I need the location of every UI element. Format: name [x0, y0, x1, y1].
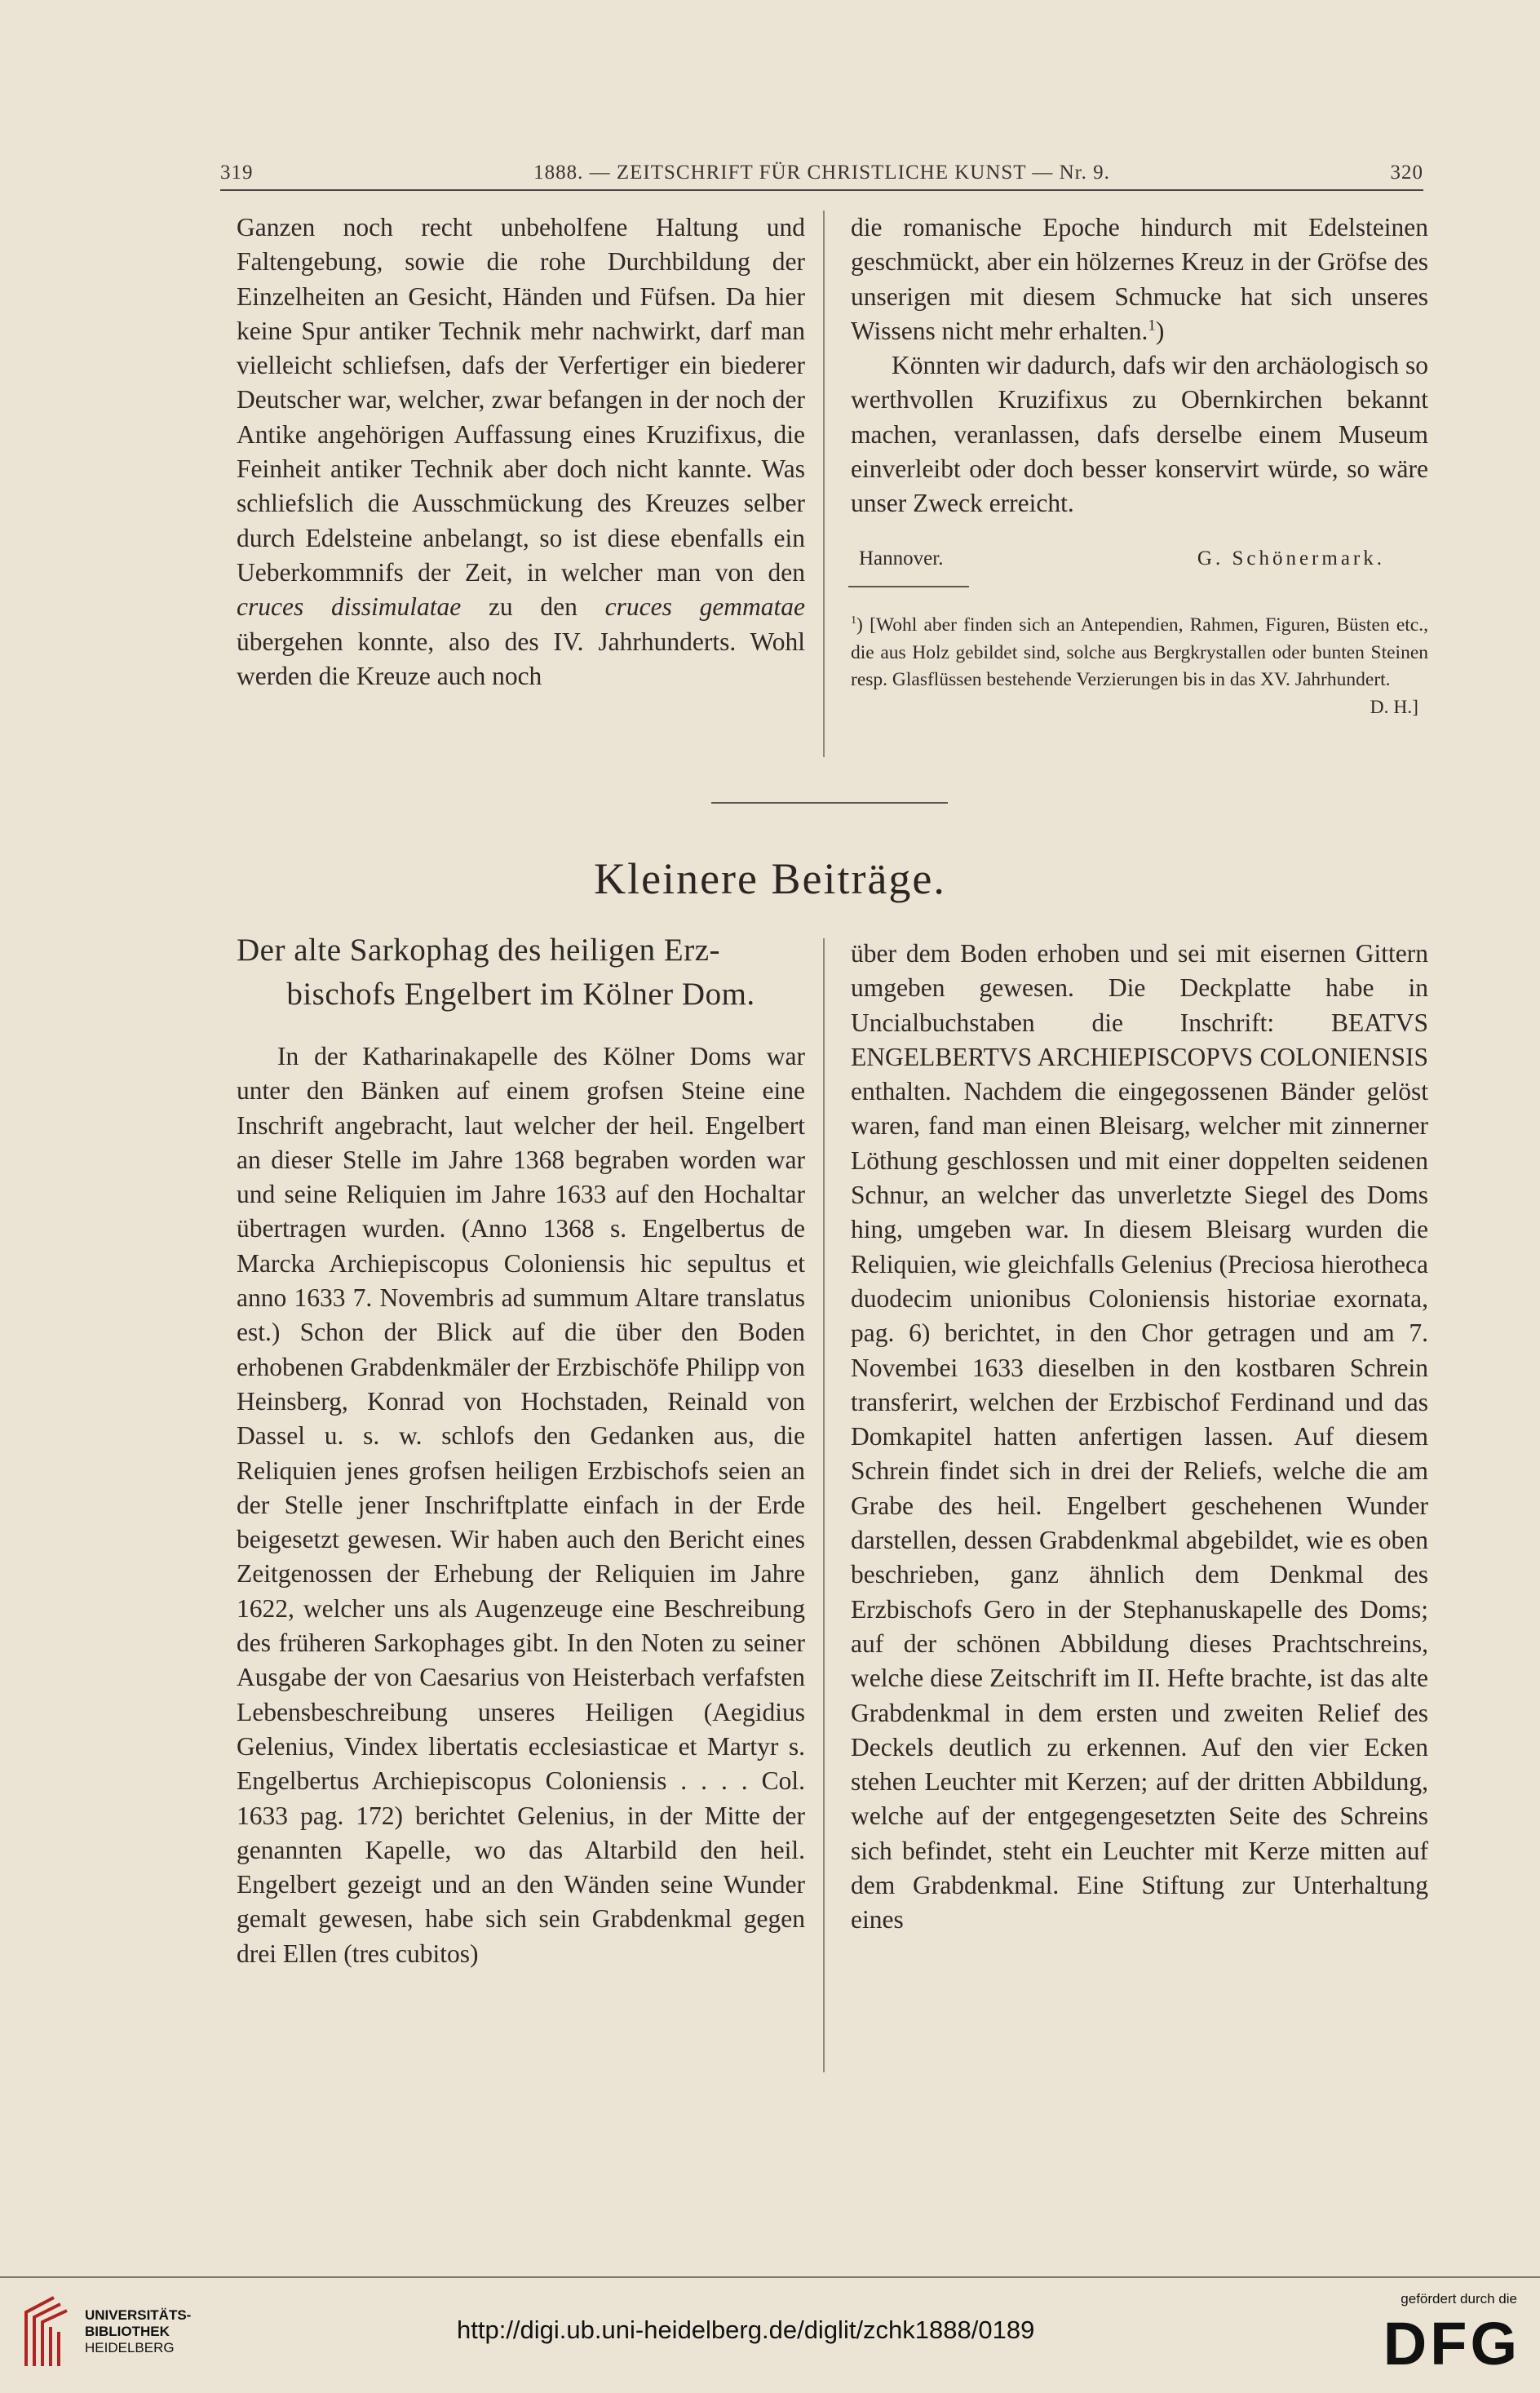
section-title: Kleinere Beiträge. [594, 854, 946, 903]
top-right-column [851, 210, 1428, 521]
header-rule [220, 189, 1423, 191]
signature-place: Hannover. [859, 547, 944, 569]
article-left-column [237, 1039, 805, 1971]
dfg-logo: DFG [1383, 2310, 1520, 2377]
italic-term: cruces gemmatae [604, 592, 806, 622]
column-divider [823, 938, 825, 2072]
paragraph: Könnten wir dadurch, dafs wir den archäologisch so werthvollen Kruzifixus zu Obernkirchen bekannt machen, veranlassen, dafs derselbe einem Museum einverleibt oder doch besser konservirt würde, so wäre unser Zweck erreicht. [851, 351, 1428, 518]
page-number-right: 320 [1390, 162, 1423, 184]
footer-rule [0, 2276, 1540, 2278]
paragraph: die romanische Epoche hindurch mit Edelsteinen geschmückt, aber ein hölzernes Kreuz in der Gröfse des unserigen mit diesem Schmucke hat sich unseres Wissens nicht mehr erhalten.$^1$) [851, 213, 1428, 345]
footnote-ref: 1 [1148, 317, 1156, 335]
column-divider [823, 210, 825, 757]
library-logo-icon [18, 2294, 69, 2368]
funded-by-label: gefördert durch die [1401, 2291, 1517, 2307]
paragraph: In der Katharinakapelle des Kölner Doms war unter den Bänken auf einem grofsen Steine eine Inschrift angebracht, laut welcher der heil. Engelbert an dieser Stelle im Jahre 1368 begraben worden war und seine Reliquien im Jahre 1633 auf den Hochaltar übertragen wurden. (Anno 1368 s. Engelbertus de Marcka Archiepiscopus Coloniensis hic sepultus et anno 1633 7. Novembris ad summum Altare translatus est.) Schon der Blick auf die über den Boden erhobenen Grabdenkmäler der Erzbischöfe Philipp von Heinsberg, Konrad von Hochstaden, Reinald von Dassel u. s. w. schlofs den Gedanken aus, die Reliquien jenes grofsen heiligen Erzbischofs seien an der Stelle jener Inschriftplatte einfach in der Erde beigesetzt gewesen. Wir haben auch den Bericht eines Zeitgenossen der Erhebung der Reliquien im Jahre 1622, welcher uns als Augenzeuge eine Beschreibung des früheren Sarkophages gibt. In den Noten zu seiner Ausgabe der von Caesarius von Heisterbach verfafsten Lebensbeschreibung unseres Heiligen (Aegidius Gelenius, Vindex libertatis ecclesiasticae et Martyr s. Engelbertus Archiepiscopus Coloniensis . . . . Col. 1633 pag. 172) berichtet Gelenius, in der Mitte der genannten Kapelle, wo das Altarbild den heil. Engelbert gezeigt und an den Wänden seine Wunder gemalt gewesen, habe sich sein Grabdenkmal gegen drei Ellen (tres cubitos) [237, 1042, 805, 1968]
article-title: Der alte Sarkophag des heiligen Erz- bischofs Engelbert im Kölner Dom. [237, 933, 755, 1012]
top-left-column [237, 210, 805, 694]
footnote: $^1$) [Wohl aber finden sich an Antependien, Rahmen, Figuren, Büsten etc., die aus Holz gebildet sind, solche aus Bergkrystallen oder bunten Steinen resp. Glasflüssen bestehende Verzierungen bis in das XV. Jahrhundert. D. H.] [851, 612, 1428, 721]
footnote-rule [848, 586, 969, 587]
section-rule [711, 802, 948, 804]
paragraph: über dem Boden erhoben und sei mit eisernen Gittern umgeben gewesen. Die Deckplatte habe in Uncialbuchstaben die Inschrift: BEATVS ENGELBERTVS ARCHIEPISCOPVS COLONIENSIS enthalten. Nachdem die eingegossenen Bänder gelöst waren, fand man einen Bleisarg, welcher mit zinnerner Löthung geschlossen und mit einer doppelten seidenen Schnur, an welcher das unverletzte Siegel des Doms hing, umgeben war. In diesem Bleisarg wurden die Reliquien, wie gleichfalls Gelenius (Preciosa hierotheca duodecim unionibus Coloniensis historiae exornata, pag. 6) berichtet, in den Chor getragen und am 7. Novembei 1633 dieselben in den kostbaren Schrein transferirt, welchen der Erzbischof Ferdinand und das Domkapitel hatten anfertigen lassen. Auf diesem Schrein findet sich in drei der Reliefs, welche die am Grabe des heil. Engelbert geschehenen Wunder darstellen, dessen Grabdenkmal abgebildet, wie es oben beschrieben, ganz ähnlich dem Denkmal des Erzbischofs Gero in der Stephanuskapelle des Doms; auf der schönen Abbildung dieses Prachtschreins, welche diese Zeitschrift im II. Hefte brachte, ist das alte Grabdenkmal in dem ersten und zweiten Relief des Deckels deutlich zu erkennen. Auf den vier Ecken stehen Leuchter mit Kerzen; auf der dritten Abbildung, welche auf der entgegengesetzten Seite des Schreins sich befindet, steht ein Leuchter mit Kerze mitten auf dem Grabdenkmal. Eine Stiftung zur Unterhaltung eines [851, 939, 1428, 1934]
page-number-left: 319 [220, 162, 254, 184]
library-name: UNIVERSITÄTS- BIBLIOTHEK HEIDELBERG [85, 2307, 192, 2355]
article-right-column [851, 937, 1428, 1938]
running-head [220, 153, 1423, 189]
source-url-link[interactable]: http://digi.ub.uni-heidelberg.de/diglit/zchk1888/0189 [457, 2315, 1035, 2344]
paragraph: Ganzen noch recht unbeholfene Haltung und Faltengebung, sowie die rohe Durchbildung der Einzelheiten an Gesicht, Händen und Füfsen. Da hier keine Spur antiker Technik mehr nachwirkt, darf man vielleicht schliefsen, dafs der Verfertiger ein biederer Deutscher war, welcher, zwar befangen in der noch der Antike angehörigen Auffassung eines Kruzifixus, die Feinheit antiker Technik aber doch nicht kannte. Was schliefslich die Ausschmückung des Kreuzes selber durch Edelsteine anbelangt, so ist diese ebenfalls ein Ueberkommnifs der Zeit, in welcher man von den cruces dissimulatae zu den cruces gemmatae übergehen konnte, also des IV. Jahrhunderts. Wohl werden die Kreuze auch noch [237, 213, 806, 690]
footnote-mark: 1 [851, 614, 857, 627]
journal-header: 1888. — ZEITSCHRIFT FÜR CHRISTLICHE KUNST — Nr. 9. [533, 162, 1110, 184]
signature-name: G. Schönermark. [1197, 547, 1385, 569]
footnote-initials: D. H.] [1370, 696, 1418, 718]
italic-term: cruces dissimulatae [237, 592, 462, 622]
